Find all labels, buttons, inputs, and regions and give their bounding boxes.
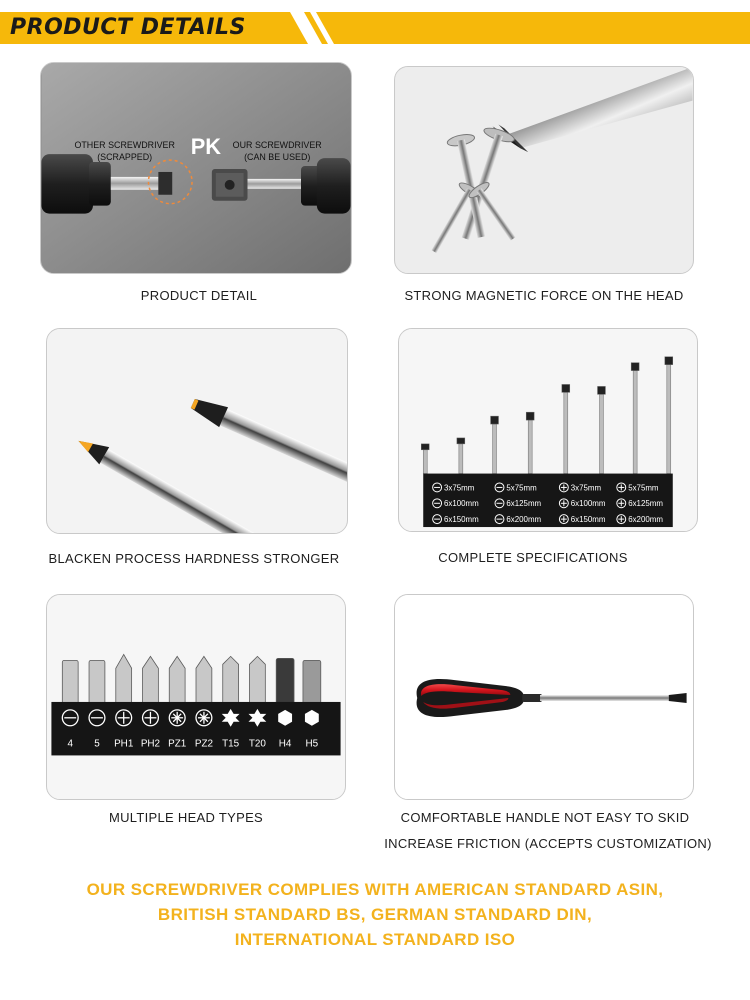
spec-cell: 6x100mm bbox=[570, 499, 606, 509]
spec-cell: 3x75mm bbox=[570, 483, 602, 493]
spec-cell: 6x200mm bbox=[506, 515, 542, 525]
page-title: PRODUCT DETAILS bbox=[10, 15, 246, 40]
bit-label: PZ2 bbox=[194, 738, 213, 750]
bit-label: PZ1 bbox=[168, 738, 187, 750]
caption-multiple-head-types: MULTIPLE HEAD TYPES bbox=[108, 810, 264, 825]
standards-statement-line2: BRITISH STANDARD BS, GERMAN STANDARD DIN, bbox=[157, 905, 593, 924]
spec-cell: 6x150mm bbox=[570, 515, 606, 525]
our-screwdriver-sublabel: (CAN BE USED) bbox=[244, 152, 311, 163]
spec-cell: 6x150mm bbox=[444, 515, 479, 525]
spec-cell: 5x75mm bbox=[628, 483, 659, 493]
spec-cell: 6x200mm bbox=[628, 515, 663, 525]
banner-stripe-decoration bbox=[282, 12, 342, 44]
other-screwdriver-label: OTHER SCREWDRIVER bbox=[74, 140, 175, 151]
pk-label: PK bbox=[190, 134, 222, 160]
caption-blacken-process: BLACKEN PROCESS HARDNESS STRONGER bbox=[48, 551, 340, 566]
spec-cell: 3x75mm bbox=[444, 483, 475, 493]
caption-product-detail: PRODUCT DETAIL bbox=[140, 288, 258, 303]
caption-magnetic-force: STRONG MAGNETIC FORCE ON THE HEAD bbox=[404, 288, 684, 303]
caption-handle-line2: INCREASE FRICTION (ACCEPTS CUSTOMIZATION) bbox=[384, 836, 712, 851]
bit-set-illustration bbox=[47, 595, 345, 799]
screwdriver-handle-illustration bbox=[395, 595, 693, 799]
bit-label: PH2 bbox=[140, 738, 161, 750]
product-detail-image bbox=[40, 62, 352, 274]
our-screwdriver-label: OUR SCREWDRIVER bbox=[232, 140, 322, 151]
caption-complete-specifications: COMPLETE SPECIFICATIONS bbox=[438, 550, 628, 565]
magnetic-screws-illustration bbox=[395, 67, 693, 273]
specifications-image bbox=[398, 328, 698, 532]
bit-label: 4 bbox=[67, 738, 73, 750]
blacken-tips-illustration bbox=[47, 329, 347, 533]
bit-label: PH1 bbox=[114, 738, 134, 750]
standards-statement-line3: INTERNATIONAL STANDARD ISO bbox=[234, 930, 516, 949]
bit-label: H5 bbox=[305, 738, 319, 750]
spec-cell: 6x125mm bbox=[628, 499, 663, 509]
handle-image bbox=[394, 594, 694, 800]
bit-label: H4 bbox=[278, 738, 292, 750]
drill-comparison-illustration bbox=[41, 63, 351, 273]
spec-cell: 6x100mm bbox=[444, 499, 479, 509]
bit-label: 5 bbox=[94, 738, 100, 750]
header-banner bbox=[0, 0, 750, 48]
spec-cell: 6x125mm bbox=[506, 499, 542, 509]
spec-cell: 5x75mm bbox=[506, 483, 537, 493]
blacken-tips-image bbox=[46, 328, 348, 534]
bit-set-image bbox=[46, 594, 346, 800]
screwdriver-set-illustration bbox=[399, 329, 697, 531]
bit-label: T15 bbox=[222, 738, 240, 750]
other-screwdriver-sublabel: (SCRAPPED) bbox=[97, 152, 153, 163]
caption-handle-line1: COMFORTABLE HANDLE NOT EASY TO SKID bbox=[400, 810, 690, 825]
magnetic-head-image bbox=[394, 66, 694, 274]
bit-label: T20 bbox=[248, 738, 266, 750]
standards-statement-line1: OUR SCREWDRIVER COMPLIES WITH AMERICAN STANDARD ASIN, bbox=[86, 880, 664, 899]
